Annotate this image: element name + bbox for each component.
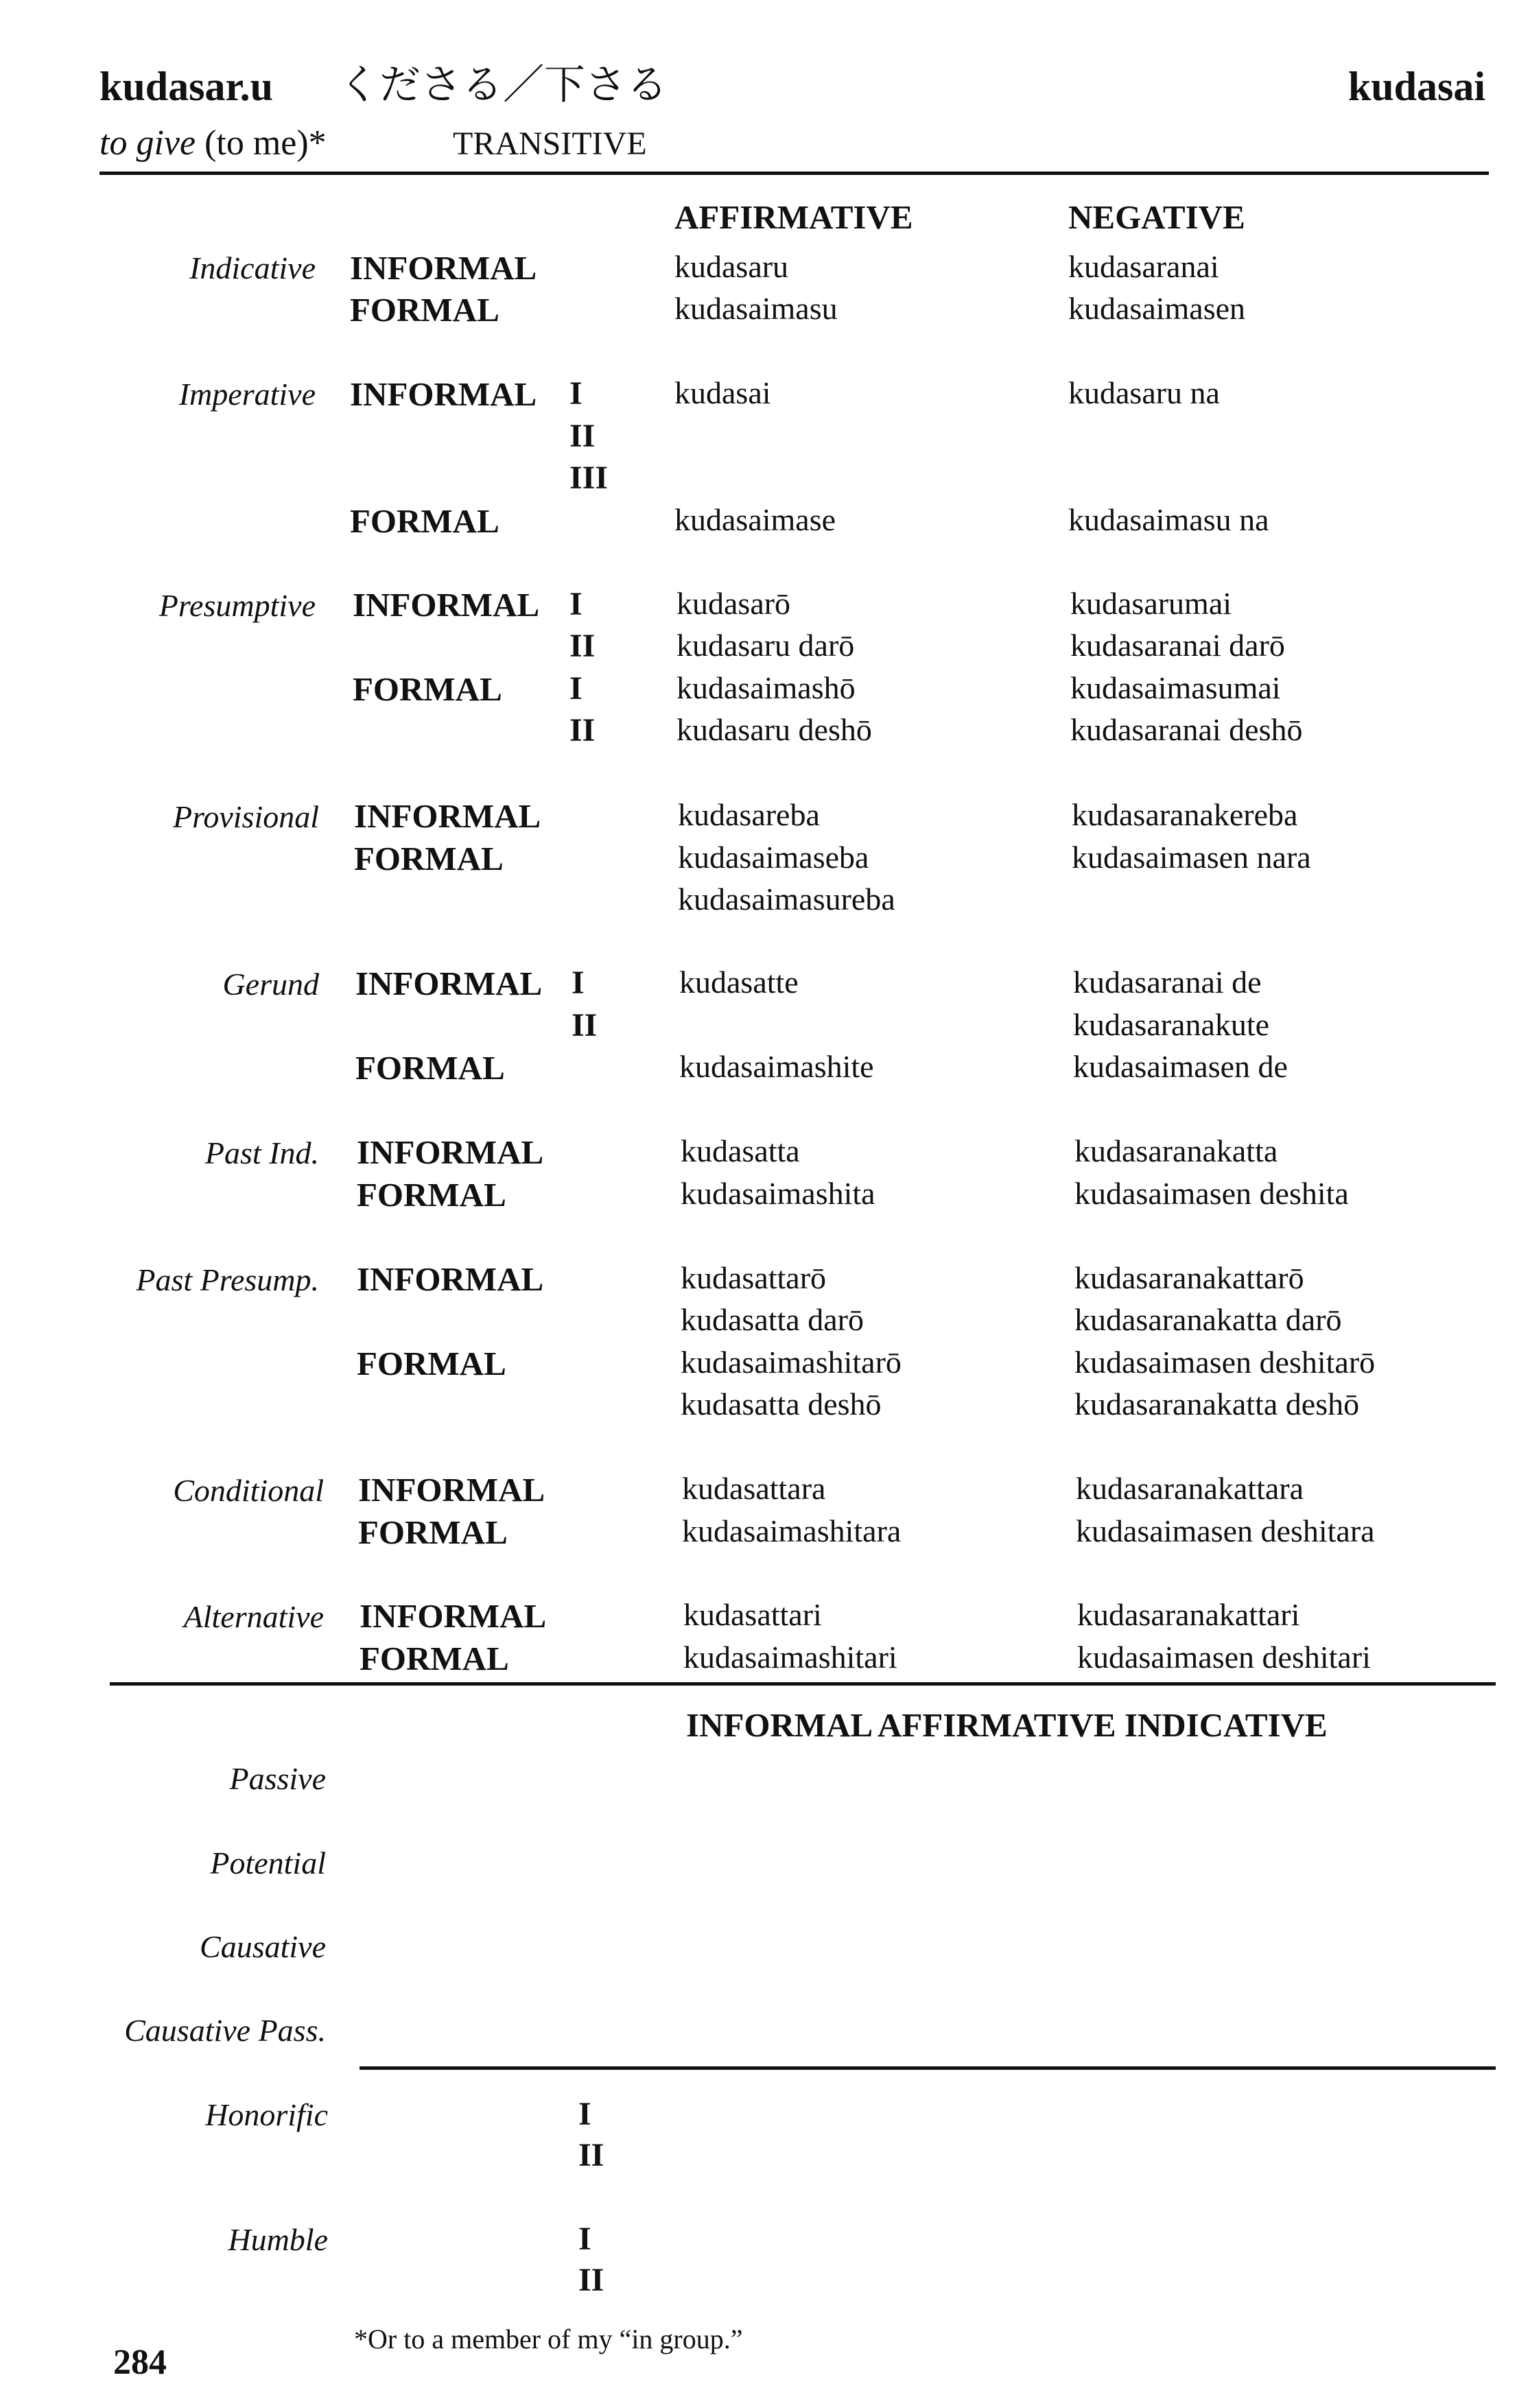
- form-cell: kudasaimasen deshitari: [1077, 1640, 1371, 1675]
- mood-presumptive: Presumptive: [158, 588, 316, 623]
- variant-i: I: [569, 670, 582, 707]
- mood-potential: Potential: [210, 1845, 326, 1880]
- variant-i: I: [572, 965, 585, 1001]
- form-cell: kudasaimashitari: [683, 1640, 897, 1675]
- variant-ii: II: [569, 418, 596, 454]
- formal-label: FORMAL: [350, 502, 499, 540]
- negative-heading: NEGATIVE: [1068, 198, 1245, 236]
- formal-label: FORMAL: [360, 1640, 509, 1677]
- form-cell: kudasarō: [676, 586, 791, 621]
- variant-iii: III: [569, 460, 609, 496]
- verb-meaning: [99, 123, 327, 163]
- form-cell: kudasaranakattara: [1076, 1471, 1304, 1506]
- form-cell: kudasaimasen nara: [1072, 840, 1311, 875]
- form-cell: kudasaranakatta deshō: [1074, 1386, 1360, 1421]
- form-cell: kudasaimashitarō: [681, 1345, 902, 1380]
- variant-i: I: [578, 2221, 591, 2257]
- mood-provisional: Provisional: [173, 799, 319, 834]
- variant-i: I: [578, 2096, 591, 2132]
- formal-label: FORMAL: [357, 1176, 506, 1214]
- form-cell: kudasaimasen de: [1073, 1049, 1288, 1084]
- form-cell: kudasarumai: [1070, 586, 1232, 621]
- form-cell: kudasaimashita: [681, 1176, 875, 1211]
- section-rule: [110, 1682, 1496, 1686]
- form-cell: kudasaru na: [1068, 375, 1220, 410]
- form-cell: kudasattari: [683, 1597, 822, 1632]
- formal-label: FORMAL: [350, 291, 499, 329]
- formal-label: FORMAL: [357, 1345, 506, 1382]
- variant-ii: II: [578, 2262, 604, 2298]
- page-number: 284: [113, 2343, 167, 2382]
- mood-past-presump: Past Presump.: [136, 1262, 319, 1297]
- form-cell: kudasattarō: [681, 1260, 827, 1295]
- informal-label: INFORMAL: [353, 586, 540, 624]
- form-cell: kudasatta: [681, 1133, 800, 1168]
- variant-ii: II: [572, 1007, 598, 1043]
- form-cell: kudasaranakatta darō: [1074, 1302, 1342, 1337]
- form-cell: kudasaimase: [674, 502, 836, 537]
- form-cell: kudasaimashite: [679, 1049, 874, 1084]
- form-cell: kudasaru darō: [676, 628, 855, 663]
- informal-label: INFORMAL: [360, 1597, 547, 1635]
- form-cell: kudasaranai darō: [1070, 628, 1285, 663]
- mood-indicative: Indicative: [189, 250, 316, 285]
- mood-past-ind: Past Ind.: [204, 1135, 319, 1170]
- mood-imperative: Imperative: [178, 377, 316, 412]
- mood-conditional: Conditional: [173, 1473, 324, 1508]
- form-cell: kudasaimasu na: [1068, 502, 1269, 537]
- form-cell: kudasaimasu: [674, 291, 838, 326]
- form-cell: kudasaranai: [1068, 249, 1219, 284]
- form-cell: kudasaranakereba: [1072, 797, 1298, 832]
- mood-alternative: Alternative: [183, 1599, 324, 1634]
- form-cell: kudasatta darō: [681, 1302, 864, 1337]
- meaning-plain: (to me)*: [204, 123, 327, 163]
- header-rule: [99, 172, 1489, 175]
- formal-label: FORMAL: [353, 670, 502, 708]
- informal-label: INFORMAL: [355, 965, 543, 1002]
- form-cell: kudasaimasen: [1068, 291, 1246, 326]
- form-cell: kudasaranakattarō: [1074, 1260, 1304, 1295]
- form-cell: kudasatta deshō: [681, 1386, 882, 1421]
- mood-causative-pass: Causative Pass.: [124, 2013, 326, 2048]
- form-cell: kudasaranakute: [1073, 1007, 1270, 1042]
- form-cell: kudasaimasen deshitarō: [1074, 1345, 1376, 1380]
- formal-label: FORMAL: [354, 840, 504, 877]
- variant-i: I: [569, 375, 582, 412]
- form-cell: kudasaimasen deshitara: [1076, 1513, 1375, 1548]
- form-cell: kudasaimashitara: [682, 1513, 902, 1548]
- form-cell: kudasaimasen deshita: [1074, 1176, 1349, 1211]
- honorific-rule: [360, 2066, 1496, 2070]
- form-cell: kudasaranai deshō: [1070, 712, 1303, 747]
- informal-label: INFORMAL: [357, 1260, 544, 1298]
- meaning-italic: to give: [99, 123, 196, 163]
- informal-label: INFORMAL: [350, 375, 537, 413]
- variant-ii: II: [569, 712, 596, 748]
- form-cell: kudasaranakatta: [1074, 1133, 1278, 1168]
- form-cell: kudasaimaseba: [678, 840, 869, 875]
- mood-passive: Passive: [229, 1761, 326, 1796]
- section2-heading: INFORMAL AFFIRMATIVE INDICATIVE: [686, 1706, 1328, 1744]
- form-cell: kudasaru deshō: [676, 712, 872, 747]
- transitivity: TRANSITIVE: [453, 126, 647, 162]
- mood-honorific: Honorific: [205, 2097, 328, 2132]
- variant-ii: II: [569, 628, 596, 664]
- informal-label: INFORMAL: [358, 1471, 545, 1509]
- formal-label: FORMAL: [358, 1513, 508, 1551]
- mood-humble: Humble: [228, 2222, 328, 2257]
- verb-kana: くださる／下さる: [338, 61, 668, 109]
- mood-gerund: Gerund: [222, 967, 319, 1002]
- form-cell: kudasattara: [682, 1471, 826, 1506]
- footnote: *Or to a member of my “in group.”: [354, 2324, 743, 2354]
- verb-stem: kudasai: [1347, 64, 1485, 109]
- form-cell: kudasaranakattari: [1077, 1597, 1300, 1632]
- affirmative-heading: AFFIRMATIVE: [674, 198, 913, 236]
- form-cell: kudasai: [674, 375, 771, 410]
- formal-label: FORMAL: [355, 1049, 505, 1087]
- variant-ii: II: [578, 2137, 604, 2173]
- verb-title: kudasar.u: [99, 64, 273, 109]
- mood-causative: Causative: [200, 1929, 326, 1964]
- form-cell: kudasaru: [674, 249, 789, 284]
- informal-label: INFORMAL: [354, 797, 541, 835]
- form-cell: kudasatte: [679, 965, 799, 1000]
- variant-i: I: [569, 586, 582, 622]
- form-cell: kudasareba: [678, 797, 820, 832]
- form-cell: kudasaimasumai: [1070, 670, 1281, 705]
- informal-label: INFORMAL: [357, 1133, 544, 1171]
- form-cell: kudasaranai de: [1073, 965, 1262, 1000]
- informal-label: INFORMAL: [350, 249, 537, 287]
- form-cell: kudasaimashō: [676, 670, 856, 705]
- form-cell: kudasaimasureba: [678, 882, 895, 917]
